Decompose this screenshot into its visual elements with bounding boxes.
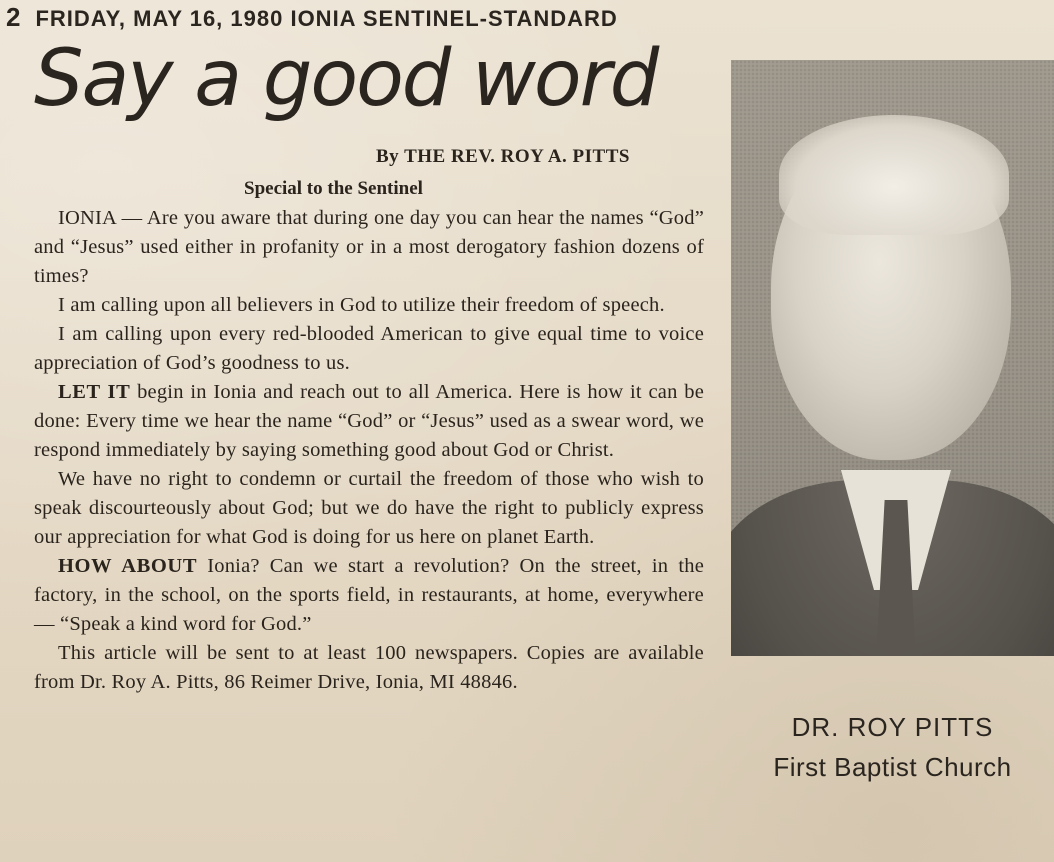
paragraph bbox=[34, 465, 704, 552]
paragraph-text: begin in Ionia and reach out to all America. Here is how it can be done: Every time we hear the name “God” or “Jesus” used as a swear word, we respond immediately by saying something good about God or Christ. bbox=[34, 381, 705, 461]
paragraph-text: IONIA — Are you aware that during one day you can hear the names “God” and “Jesus” used either in profanity or in a most derogatory fashion dozens of times? bbox=[34, 207, 704, 287]
paragraph-lead: LET IT bbox=[58, 381, 131, 403]
paragraph bbox=[34, 204, 704, 291]
special-credit: Special to the Sentinel bbox=[244, 178, 423, 199]
paragraph-text: This article will be sent to at least 100 newspapers. Copies are available from Dr. Roy A. Pitts, 86 Reimer Drive, Ionia, MI 48846. bbox=[34, 642, 704, 693]
paragraph-text: I am calling upon every red-blooded American to give equal time to voice appreciation of God’s goodness to us. bbox=[34, 323, 704, 374]
photo-caption-church: First Baptist Church bbox=[773, 752, 1012, 782]
paragraph bbox=[34, 320, 704, 378]
paragraph bbox=[34, 552, 704, 639]
paragraph-text: We have no right to condemn or curtail the freedom of those who wish to speak discourteously about God; but we do have the right to publicly express our appreciation for what God is doing for us here on planet Earth. bbox=[34, 468, 704, 548]
portrait-photo bbox=[731, 60, 1054, 656]
page-number: 2 bbox=[6, 2, 22, 32]
dateline bbox=[6, 2, 618, 33]
paragraph-text: Ionia? Can we start a revolution? On the street, in the factory, in the school, on the sports field, in restaurants, at home, everywhere — “Speak a kind word for God.” bbox=[34, 555, 704, 635]
paragraph bbox=[34, 291, 704, 320]
headline: Say a good word bbox=[34, 34, 658, 124]
article-body bbox=[34, 204, 704, 697]
dateline-text: FRIDAY, MAY 16, 1980 IONIA SENTINEL-STANDARD bbox=[35, 6, 618, 31]
paragraph-text: I am calling upon all believers in God to utilize their freedom of speech. bbox=[58, 294, 665, 316]
byline: By THE REV. ROY A. PITTS bbox=[376, 146, 630, 167]
photo-caption-name: DR. ROY PITTS bbox=[791, 712, 994, 742]
paragraph-lead: HOW ABOUT bbox=[58, 555, 198, 577]
photo-hair bbox=[779, 115, 1009, 235]
paragraph bbox=[34, 639, 704, 697]
paragraph bbox=[34, 378, 704, 465]
